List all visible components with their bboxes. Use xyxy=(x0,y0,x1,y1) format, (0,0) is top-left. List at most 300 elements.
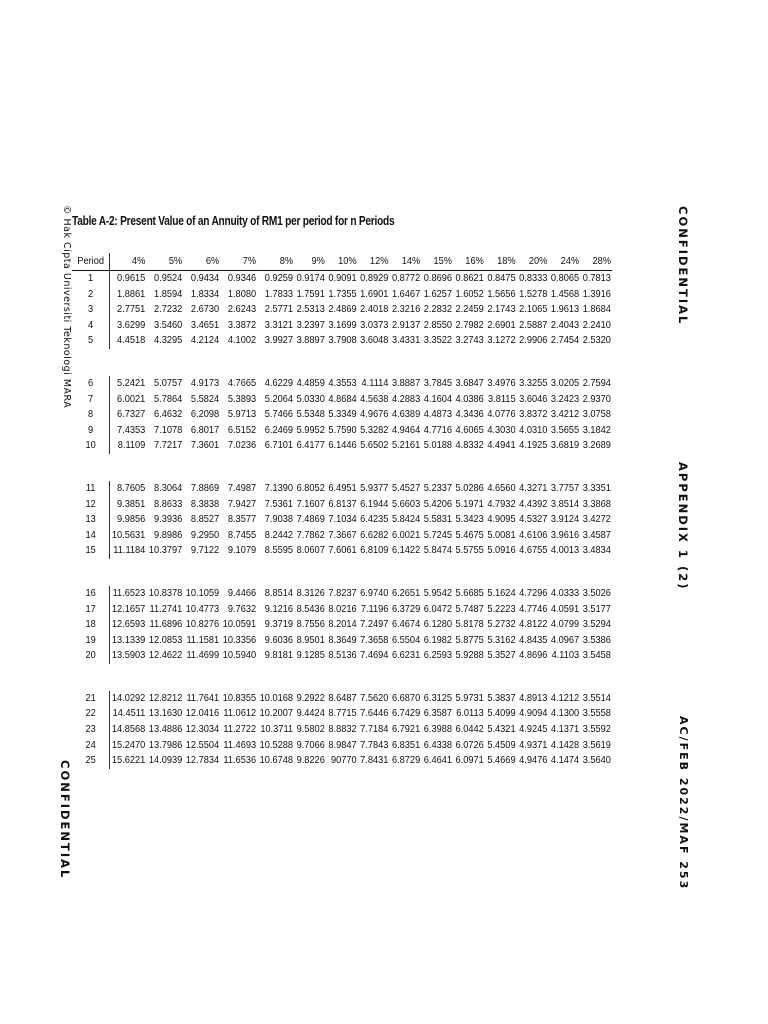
value-cell: 9.9856 xyxy=(117,513,146,526)
value-cell: 8.7455 xyxy=(227,528,257,541)
value-cell: 6.0726 xyxy=(455,738,484,751)
value-cell: 9.1216 xyxy=(264,602,294,615)
value-cell: 5.2337 xyxy=(423,481,453,494)
table-row xyxy=(72,333,613,349)
value-cell: 6.5504 xyxy=(391,633,421,646)
group-spacer xyxy=(72,349,613,376)
value-cell: 4.4873 xyxy=(423,408,453,421)
value-cell: 4.2124 xyxy=(190,334,220,347)
value-cell: 9.1079 xyxy=(227,544,257,557)
value-cell: 8.1109 xyxy=(117,439,146,452)
value-cell: 6.4632 xyxy=(153,408,183,421)
value-cell: 3.3255 xyxy=(519,376,548,389)
value-cell: 13.1630 xyxy=(148,707,183,720)
value-cell: 3.9124 xyxy=(550,513,580,526)
value-cell: 5.3349 xyxy=(328,408,357,421)
value-cell: 0.8065 xyxy=(549,271,581,287)
value-cell: 4.9173 xyxy=(190,376,220,389)
value-cell: 7.6061 xyxy=(328,544,357,557)
value-cell: 9.3936 xyxy=(153,513,183,526)
value-cell: 0.8772 xyxy=(390,271,422,287)
value-cell: 8.3126 xyxy=(296,586,325,599)
value-cell: 12.8212 xyxy=(148,691,183,704)
value-cell: 1.7591 xyxy=(296,287,325,300)
value-cell: 2.2459 xyxy=(455,303,484,316)
value-cell: 9.7066 xyxy=(296,738,325,751)
value-cell: 6.8729 xyxy=(391,754,421,767)
value-cell: 3.7845 xyxy=(423,376,453,389)
value-cell: 5.5755 xyxy=(455,544,484,557)
value-cell: 5.7466 xyxy=(264,408,294,421)
period-cell: 18 xyxy=(72,617,110,633)
value-cell: 6.4338 xyxy=(423,738,453,751)
value-cell: 1.8594 xyxy=(153,287,183,300)
value-cell: 0.9346 xyxy=(221,271,258,287)
column-header-rate: 7% xyxy=(242,254,257,267)
value-cell: 13.7986 xyxy=(148,738,183,751)
value-cell: 6.2469 xyxy=(264,423,294,436)
value-cell: 4.1212 xyxy=(550,691,580,704)
period-cell: 24 xyxy=(72,738,110,754)
value-cell: 3.4212 xyxy=(550,408,580,421)
period-cell: 4 xyxy=(72,318,110,334)
value-cell: 0.8333 xyxy=(517,271,549,287)
table-row xyxy=(72,407,613,423)
value-cell: 3.3872 xyxy=(227,318,257,331)
value-cell: 2.7232 xyxy=(153,303,183,316)
column-header-rate: 24% xyxy=(560,254,580,267)
value-cell: 9.7122 xyxy=(190,544,220,557)
column-header-rate: 8% xyxy=(279,254,294,267)
spacer-cell xyxy=(72,664,613,691)
value-cell: 6.0442 xyxy=(455,723,484,736)
period-cell: 19 xyxy=(72,633,110,649)
value-cell: 2.7454 xyxy=(550,334,580,347)
period-cell: 8 xyxy=(72,407,110,423)
value-cell: 4.3295 xyxy=(153,334,183,347)
value-cell: 6.3988 xyxy=(423,723,453,736)
value-cell: 0.9615 xyxy=(110,271,147,287)
value-cell: 5.3837 xyxy=(487,691,516,704)
value-cell: 4.6106 xyxy=(519,528,548,541)
value-cell: 10.8276 xyxy=(185,618,220,631)
value-cell: 2.5887 xyxy=(519,318,548,331)
value-cell: 5.1971 xyxy=(455,497,484,510)
value-cell: 7.4869 xyxy=(296,513,325,526)
table-row xyxy=(72,438,613,454)
value-cell: 6.1982 xyxy=(423,633,453,646)
value-cell: 0.9524 xyxy=(147,271,184,287)
value-cell: 8.2442 xyxy=(264,528,294,541)
value-cell: 7.9038 xyxy=(264,513,294,526)
value-cell: 8.8514 xyxy=(264,586,294,599)
value-cell: 2.7751 xyxy=(117,303,146,316)
value-cell: 7.1196 xyxy=(360,602,389,615)
value-cell: 7.7217 xyxy=(153,439,183,452)
value-cell: 5.3162 xyxy=(487,633,516,646)
period-cell: 10 xyxy=(72,438,110,454)
value-cell: 4.0967 xyxy=(550,633,580,646)
value-cell: 6.4235 xyxy=(360,513,389,526)
value-cell: 7.7843 xyxy=(360,738,389,751)
value-cell: 3.3868 xyxy=(582,497,611,510)
value-cell: 6.1280 xyxy=(423,618,453,631)
value-cell: 5.0757 xyxy=(153,376,183,389)
value-cell: 1.6467 xyxy=(391,287,421,300)
table-row xyxy=(72,497,613,513)
value-cell: 3.9616 xyxy=(550,528,580,541)
value-cell: 3.6819 xyxy=(550,439,580,452)
value-cell: 4.0799 xyxy=(550,618,580,631)
value-cell: 3.2397 xyxy=(296,318,325,331)
value-cell: 11.2722 xyxy=(223,723,257,736)
value-cell: 8.5595 xyxy=(264,544,294,557)
value-cell: 6.4641 xyxy=(423,754,453,767)
value-cell: 4.5327 xyxy=(519,513,548,526)
value-cell: 3.5026 xyxy=(582,586,611,599)
value-cell: 4.0310 xyxy=(519,423,548,436)
value-cell: 15.6221 xyxy=(111,754,146,767)
table-row xyxy=(72,287,613,303)
table-row xyxy=(72,543,613,559)
value-cell: 4.0333 xyxy=(550,586,580,599)
value-cell: 8.8527 xyxy=(190,513,220,526)
value-cell: 5.9952 xyxy=(296,423,325,436)
value-cell: 6.6231 xyxy=(391,649,421,662)
value-cell: 8.5136 xyxy=(328,649,357,662)
table-row xyxy=(72,633,613,649)
value-cell: 2.8550 xyxy=(423,318,453,331)
value-cell: 5.9713 xyxy=(227,408,257,421)
annuity-table xyxy=(72,253,613,769)
group-spacer xyxy=(72,559,613,586)
value-cell: 7.1078 xyxy=(153,423,183,436)
table-row xyxy=(72,691,613,707)
value-cell: 1.9613 xyxy=(550,303,580,316)
value-cell: 4.0776 xyxy=(487,408,516,421)
value-cell: 6.8052 xyxy=(296,481,325,494)
value-cell: 4.9676 xyxy=(360,408,389,421)
value-cell: 4.7665 xyxy=(227,376,257,389)
value-cell: 3.8897 xyxy=(296,334,325,347)
value-cell: 9.7632 xyxy=(227,602,257,615)
value-cell: 2.1065 xyxy=(519,303,548,316)
value-cell: 5.9377 xyxy=(360,481,389,494)
value-cell: 3.2423 xyxy=(550,392,580,405)
value-cell: 3.5458 xyxy=(582,649,611,662)
value-cell: 3.5655 xyxy=(550,423,580,436)
value-cell: 11.6536 xyxy=(223,754,257,767)
value-cell: 4.9095 xyxy=(487,513,516,526)
value-cell: 2.1743 xyxy=(487,303,516,316)
value-cell: 5.0286 xyxy=(455,481,484,494)
spacer-cell xyxy=(72,349,613,376)
value-cell: 6.3587 xyxy=(423,707,453,720)
value-cell: 4.6560 xyxy=(487,481,516,494)
value-cell: 1.8334 xyxy=(190,287,220,300)
value-cell: 1.6257 xyxy=(423,287,453,300)
value-cell: 8.3064 xyxy=(153,481,183,494)
value-cell: 7.5620 xyxy=(360,691,389,704)
value-cell: 11.1581 xyxy=(186,633,220,646)
table-row xyxy=(72,706,613,722)
value-cell: 7.4987 xyxy=(227,481,257,494)
value-cell: 6.8017 xyxy=(190,423,220,436)
column-header-rate: 14% xyxy=(401,254,421,267)
value-cell: 6.0021 xyxy=(117,392,146,405)
value-cell: 8.3577 xyxy=(227,513,257,526)
value-cell: 2.9906 xyxy=(519,334,548,347)
value-cell: 4.8913 xyxy=(519,691,548,704)
period-cell: 2 xyxy=(72,287,110,303)
value-cell: 4.0386 xyxy=(455,392,484,405)
value-cell: 7.8237 xyxy=(328,586,357,599)
table-row xyxy=(72,271,613,287)
value-cell: 3.8887 xyxy=(391,376,421,389)
value-cell: 4.3271 xyxy=(519,481,548,494)
value-cell: 6.0113 xyxy=(456,707,484,720)
value-cell: 6.4674 xyxy=(391,618,421,631)
value-cell: 6.6282 xyxy=(360,528,389,541)
value-cell: 9.3851 xyxy=(117,497,146,510)
value-cell: 5.3527 xyxy=(487,649,516,662)
value-cell: 3.2743 xyxy=(455,334,484,347)
value-cell: 15.2470 xyxy=(111,738,146,751)
value-cell: 10.2007 xyxy=(259,707,294,720)
value-cell: 0.9091 xyxy=(327,271,359,287)
value-cell: 4.1114 xyxy=(361,376,389,389)
value-cell: 3.6048 xyxy=(360,334,389,347)
period-cell: 1 xyxy=(72,271,110,287)
value-cell: 1.8861 xyxy=(117,287,146,300)
value-cell: 2.7982 xyxy=(455,318,484,331)
value-cell: 5.4509 xyxy=(487,738,516,751)
value-cell: 6.1944 xyxy=(360,497,389,510)
value-cell: 14.0939 xyxy=(148,754,183,767)
value-cell: 5.9288 xyxy=(455,649,484,662)
value-cell: 6.5152 xyxy=(227,423,257,436)
table-row xyxy=(72,753,613,769)
value-cell: 3.4651 xyxy=(190,318,220,331)
value-cell: 3.7757 xyxy=(550,481,580,494)
value-cell: 11.0612 xyxy=(223,707,257,720)
value-cell: 6.7921 xyxy=(391,723,421,736)
value-cell: 2.2832 xyxy=(423,303,453,316)
value-cell: 6.3125 xyxy=(423,691,453,704)
value-cell: 10.5288 xyxy=(259,738,294,751)
value-cell: 11.7641 xyxy=(186,691,220,704)
value-cell: 8.8633 xyxy=(153,497,183,510)
value-cell: 0.8475 xyxy=(486,271,518,287)
value-cell: 4.8696 xyxy=(519,649,548,662)
value-cell: 3.5460 xyxy=(153,318,183,331)
value-cell: 3.5619 xyxy=(582,738,611,751)
value-cell: 2.7594 xyxy=(582,376,611,389)
value-cell: 9.8986 xyxy=(153,528,183,541)
value-cell: 14.4511 xyxy=(112,707,146,720)
value-cell: 11.6896 xyxy=(149,618,183,631)
confidential-label-bottom: CONFIDENTIAL xyxy=(58,760,72,880)
value-cell: 4.3553 xyxy=(328,376,357,389)
value-cell: 8.3838 xyxy=(190,497,220,510)
value-cell: 5.9731 xyxy=(455,691,484,704)
column-header-rate: 9% xyxy=(311,254,325,267)
value-cell: 3.3121 xyxy=(264,318,294,331)
value-cell: 4.1002 xyxy=(227,334,257,347)
value-cell: 2.4043 xyxy=(550,318,580,331)
value-cell: 6.6870 xyxy=(391,691,421,704)
value-cell: 6.0472 xyxy=(423,602,453,615)
value-cell: 6.8351 xyxy=(391,738,421,751)
period-cell: 5 xyxy=(72,333,110,349)
value-cell: 7.3601 xyxy=(190,439,220,452)
value-cell: 4.1371 xyxy=(550,723,580,736)
value-cell: 3.4976 xyxy=(487,376,516,389)
table-row xyxy=(72,648,613,664)
value-cell: 8.7556 xyxy=(296,618,325,631)
table-row xyxy=(72,481,613,497)
value-cell: 3.6046 xyxy=(519,392,548,405)
value-cell: 14.8568 xyxy=(111,723,146,736)
period-cell: 15 xyxy=(72,543,110,559)
value-cell: 6.1446 xyxy=(328,439,357,452)
value-cell: 3.8514 xyxy=(550,497,580,510)
value-cell: 4.7716 xyxy=(423,423,453,436)
period-cell: 17 xyxy=(72,602,110,618)
value-cell: 5.4099 xyxy=(487,707,516,720)
value-cell: 6.2098 xyxy=(190,408,220,421)
value-cell: 5.7245 xyxy=(423,528,453,541)
value-cell: 3.3351 xyxy=(582,481,611,494)
value-cell: 4.1925 xyxy=(519,439,548,452)
period-cell: 22 xyxy=(72,706,110,722)
value-cell: 3.1842 xyxy=(582,423,611,436)
value-cell: 4.8435 xyxy=(519,633,548,646)
value-cell: 5.6502 xyxy=(360,439,389,452)
value-cell: 1.5278 xyxy=(519,287,548,300)
value-cell: 2.4869 xyxy=(328,303,357,316)
column-header-rate: 10% xyxy=(338,254,357,267)
value-cell: 3.4834 xyxy=(582,544,611,557)
table-row xyxy=(72,528,613,544)
value-cell: 5.0916 xyxy=(487,544,516,557)
table-row xyxy=(72,602,613,618)
value-cell: 3.0758 xyxy=(582,408,611,421)
value-cell: 3.5558 xyxy=(582,707,611,720)
value-cell: 7.2497 xyxy=(360,618,389,631)
value-cell: 6.4951 xyxy=(328,481,357,494)
value-cell: 5.5824 xyxy=(190,392,220,405)
value-cell: 12.5504 xyxy=(185,738,220,751)
value-cell: 6.1422 xyxy=(391,544,421,557)
table-title: Table A-2: Present Value of an Annuity of RM1 per period for n Periods xyxy=(72,213,395,228)
value-cell: 4.7746 xyxy=(519,602,548,615)
value-cell: 7.8431 xyxy=(360,754,389,767)
value-cell: 3.9927 xyxy=(264,334,294,347)
value-cell: 13.1339 xyxy=(111,633,146,646)
value-cell: 5.3423 xyxy=(455,513,484,526)
value-cell: 4.7296 xyxy=(519,586,548,599)
value-cell: 5.8424 xyxy=(391,513,421,526)
value-cell: 9.8226 xyxy=(296,754,325,767)
value-cell: 6.3729 xyxy=(391,602,421,615)
value-cell: 7.7862 xyxy=(296,528,325,541)
value-cell: 10.8355 xyxy=(222,691,257,704)
value-cell: 5.0330 xyxy=(296,392,325,405)
period-cell: 25 xyxy=(72,753,110,769)
period-cell: 20 xyxy=(72,648,110,664)
value-cell: 6.9740 xyxy=(360,586,389,599)
value-cell: 8.3649 xyxy=(328,633,357,646)
value-cell: 8.8832 xyxy=(328,723,357,736)
value-cell: 4.4941 xyxy=(487,439,516,452)
period-cell: 21 xyxy=(72,691,110,707)
value-cell: 9.4424 xyxy=(296,707,325,720)
group-spacer xyxy=(72,454,613,481)
value-cell: 3.3522 xyxy=(423,334,453,347)
value-cell: 5.7864 xyxy=(153,392,183,405)
value-cell: 5.2421 xyxy=(117,376,146,389)
value-cell: 14.0292 xyxy=(111,691,146,704)
value-cell: 3.5177 xyxy=(582,602,611,615)
value-cell: 5.0081 xyxy=(487,528,516,541)
value-cell: 2.3216 xyxy=(391,303,421,316)
value-cell: 3.2689 xyxy=(582,439,611,452)
value-cell: 5.7487 xyxy=(455,602,484,615)
value-cell: 12.0416 xyxy=(185,707,220,720)
value-cell: 1.7833 xyxy=(264,287,294,300)
value-cell: 4.2883 xyxy=(391,392,421,405)
value-cell: 3.5640 xyxy=(582,754,611,767)
value-cell: 4.9371 xyxy=(519,738,548,751)
period-cell: 3 xyxy=(72,302,110,318)
value-cell: 12.3034 xyxy=(185,723,220,736)
value-cell: 3.5294 xyxy=(582,618,611,631)
column-header-period: Period xyxy=(72,253,110,271)
value-cell: 10.0168 xyxy=(259,691,294,704)
value-cell: 7.1607 xyxy=(296,497,325,510)
value-cell: 4.6755 xyxy=(519,544,548,557)
value-cell: 4.4392 xyxy=(519,497,548,510)
value-cell: 10.6748 xyxy=(259,754,294,767)
column-header-rate: 20% xyxy=(528,254,548,267)
value-cell: 8.2014 xyxy=(328,618,357,631)
period-cell: 6 xyxy=(72,376,110,392)
value-cell: 4.1103 xyxy=(551,649,580,662)
value-cell: 11.2741 xyxy=(149,602,183,615)
value-cell: 4.9464 xyxy=(391,423,421,436)
value-cell: 1.3916 xyxy=(582,287,611,300)
value-cell: 8.0216 xyxy=(328,602,357,615)
value-cell: 4.1300 xyxy=(550,707,580,720)
value-cell: 6.2651 xyxy=(391,586,421,599)
spacer-cell xyxy=(72,559,613,586)
value-cell: 3.4331 xyxy=(391,334,421,347)
value-cell: 10.1059 xyxy=(185,586,220,599)
table-row xyxy=(72,423,613,439)
value-cell: 10.8378 xyxy=(148,586,183,599)
value-cell: 5.6685 xyxy=(455,586,484,599)
value-cell: 9.6036 xyxy=(264,633,294,646)
value-cell: 5.4675 xyxy=(455,528,484,541)
value-cell: 7.6446 xyxy=(360,707,389,720)
value-cell: 3.7908 xyxy=(328,334,357,347)
period-cell: 9 xyxy=(72,423,110,439)
value-cell: 2.4018 xyxy=(360,303,389,316)
value-cell: 4.8122 xyxy=(519,618,548,631)
value-cell: 2.6901 xyxy=(487,318,516,331)
period-cell: 14 xyxy=(72,528,110,544)
